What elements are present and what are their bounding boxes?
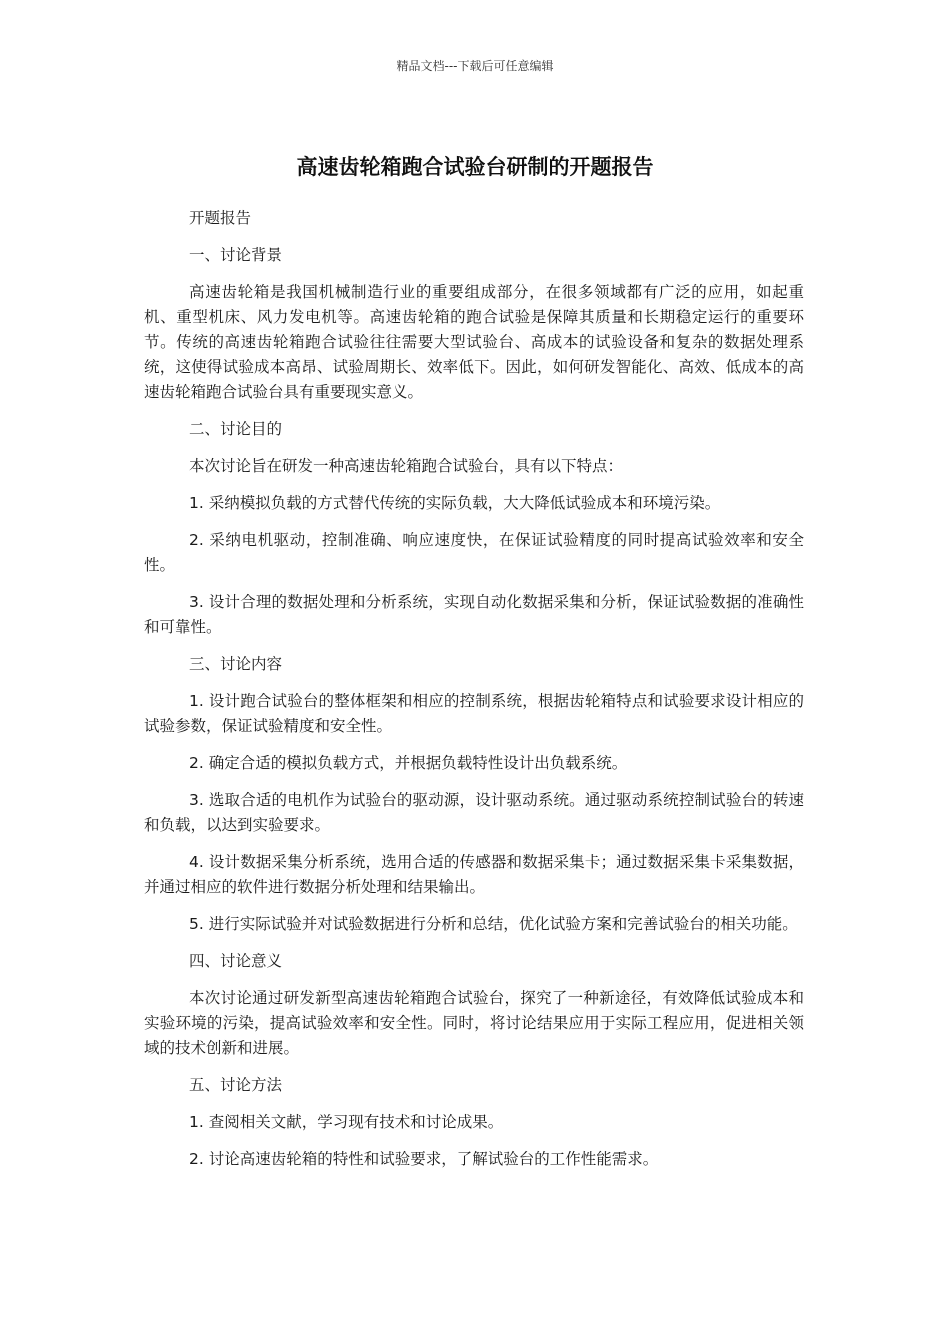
list-item: 3. 选取合适的电机作为试验台的驱动源，设计驱动系统。通过驱动系统控制试验台的转速和负载，以达到实验要求。 [144,791,804,834]
document-title: 高速齿轮箱跑合试验台研制的开题报告 [296,155,654,180]
list-item: 2. 采纳电机驱动，控制准确、响应速度快，在保证试验精度的同时提高试验效率和安全性。 [144,531,804,574]
section-heading: 三、讨论内容 [189,655,283,673]
section-heading: 五、讨论方法 [189,1076,283,1094]
list-item: 5. 进行实际试验并对试验数据进行分析和总结，优化试验方案和完善试验台的相关功能。 [189,915,798,933]
header-note: 精品文档---下载后可任意编辑 [396,59,554,73]
section-heading: 二、讨论目的 [189,420,283,438]
list-item: 1. 采纳模拟负载的方式替代传统的实际负载，大大降低试验成本和环境污染。 [189,494,721,512]
document-body [144,206,804,1184]
list-item: 1. 查阅相关文献，学习现有技术和讨论成果。 [189,1113,504,1131]
list-item: 1. 设计跑合试验台的整体框架和相应的控制系统，根据齿轮箱特点和试验要求设计相应的试验参数，保证试验精度和安全性。 [144,692,804,735]
section-heading: 一、讨论背景 [189,246,283,264]
section-label: 开题报告 [189,209,252,227]
body-paragraph: 本次讨论通过研发新型高速齿轮箱跑合试验台，探究了一种新途径，有效降低试验成本和实验环境的污染，提高试验效率和安全性。同时，将讨论结果应用于实际工程应用，促进相关领域的技术创新和进展。 [144,989,804,1057]
list-item: 3. 设计合理的数据处理和分析系统，实现自动化数据采集和分析，保证试验数据的准确性和可靠性。 [144,593,804,636]
section-heading: 四、讨论意义 [189,952,283,970]
body-paragraph: 高速齿轮箱是我国机械制造行业的重要组成部分，在很多领域都有广泛的应用，如起重机、重型机床、风力发电机等。高速齿轮箱的跑合试验是保障其质量和长期稳定运行的重要环节。传统的高速齿轮箱跑合试验往往需要大型试验台、高成本的试验设备和复杂的数据处理系统，这使得试验成本高昂、试验周期长、效率低下。因此，如何研发智能化、高效、低成本的高速齿轮箱跑合试验台具有重要现实意义。 [144,283,804,401]
list-item: 4. 设计数据采集分析系统，选用合适的传感器和数据采集卡；通过数据采集卡采集数据，并通过相应的软件进行数据分析处理和结果输出。 [144,853,804,896]
list-item: 2. 确定合适的模拟负载方式，并根据负载特性设计出负载系统。 [189,754,628,772]
list-item: 2. 讨论高速齿轮箱的特性和试验要求，了解试验台的工作性能需求。 [189,1150,659,1168]
body-paragraph: 本次讨论旨在研发一种高速齿轮箱跑合试验台，具有以下特点： [189,457,624,475]
